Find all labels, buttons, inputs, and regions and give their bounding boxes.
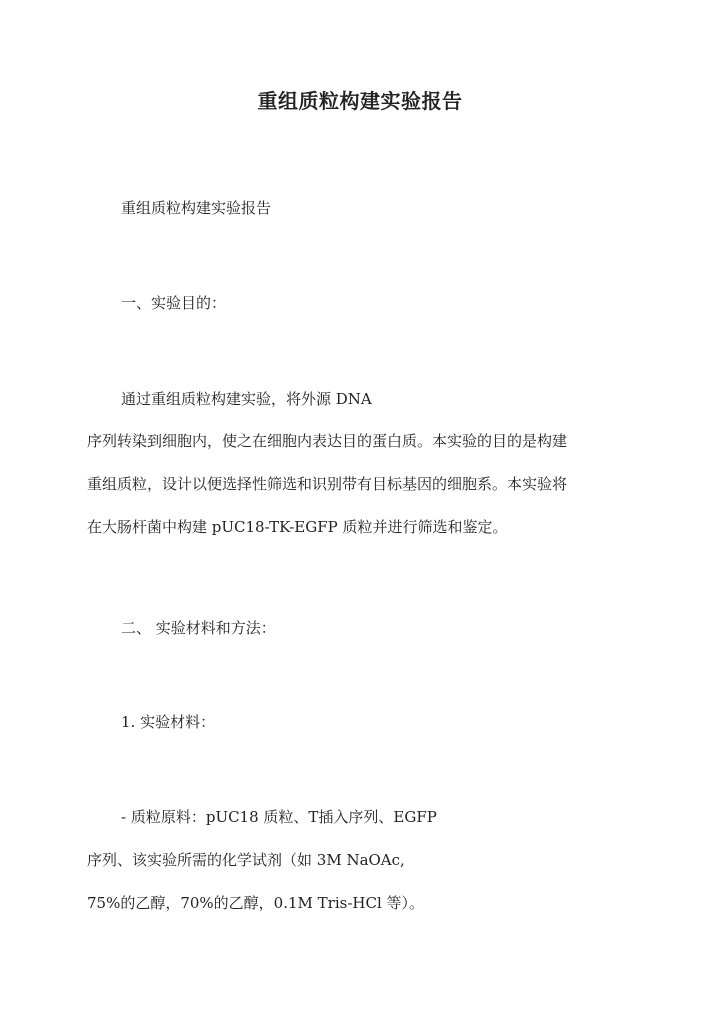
materials-paragraph-line: - 质粒原料：pUC18 质粒、T插入序列、EGFP xyxy=(121,808,437,826)
materials-paragraph-line: 序列、该实验所需的化学试剂（如 3M NaOAc, xyxy=(87,851,405,869)
purpose-paragraph-line: 通过重组质粒构建实验，将外源 DNA xyxy=(121,390,372,408)
document-title: 重组质粒构建实验报告 xyxy=(257,89,463,113)
purpose-paragraph-line: 序列转染到细胞内，使之在细胞内表达目的蛋白质。本实验的目的是构建 xyxy=(87,432,568,450)
section-heading-purpose: 一、实验目的： xyxy=(121,294,227,312)
purpose-paragraph-line: 在大肠杆菌中构建 pUC18-TK-EGFP 质粒并进行筛选和鉴定。 xyxy=(87,518,508,536)
section-heading-materials-methods: 二、 实验材料和方法： xyxy=(121,619,276,637)
purpose-paragraph-line: 重组质粒，设计以便选择性筛选和识别带有目标基因的细胞系。本实验将 xyxy=(87,475,568,493)
subsection-heading-materials: 1. 实验材料： xyxy=(121,713,216,731)
materials-paragraph-line: 75%的乙醇，70%的乙醇，0.1M Tris-HCl 等）。 xyxy=(87,894,425,912)
document-subtitle: 重组质粒构建实验报告 xyxy=(121,199,272,217)
